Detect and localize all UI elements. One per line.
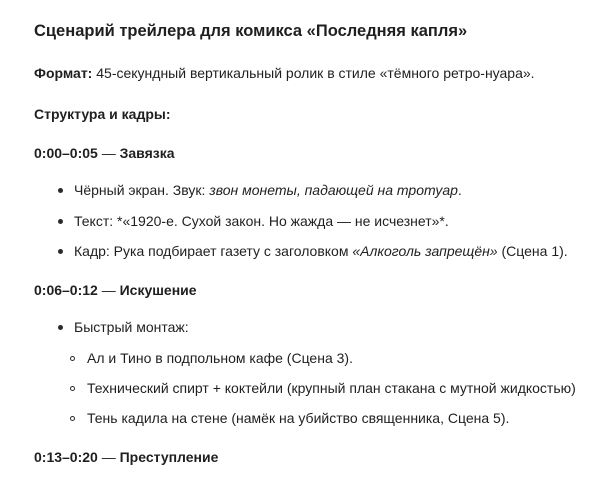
format-label: Формат:: [34, 65, 93, 81]
section-time: 0:13–0:20: [34, 449, 98, 465]
sub-bullet-icon: [70, 416, 75, 421]
list-item-text: Чёрный экран. Звук:: [74, 182, 210, 198]
sub-bullet-icon: [70, 386, 75, 391]
document-title: Сценарий трейлера для комикса «Последняя капля»: [34, 22, 468, 40]
section-heading: [34, 447, 218, 467]
list-item: [74, 317, 189, 337]
format-line: [34, 63, 535, 83]
list-item-text: Кадр: Рука подбирает газету с заголовком: [74, 243, 353, 259]
section-name: Завязка: [119, 145, 175, 161]
section-sep: —: [97, 449, 120, 465]
section-name: Искушение: [119, 282, 197, 298]
list-item-text-end: (Сцена 1).: [497, 243, 568, 259]
list-item-text: Быстрый монтаж:: [74, 319, 189, 335]
bullet-icon: [58, 325, 63, 330]
list-item-text: Текст: *«1920-е. Сухой закон. Но жажда — не исчезнет»*.: [74, 213, 449, 229]
sub-list-item: Тень кадила на стене (намёк на убийство священника, Сцена 5).: [87, 410, 510, 426]
section-time: 0:06–0:12: [34, 282, 98, 298]
sub-list-item: Технический спирт + коктейли (крупный план стакана с мутной жидкостью): [87, 380, 576, 396]
format-text: 45-секундный вертикальный ролик в стиле «тёмного ретро-нуара».: [92, 65, 535, 81]
section-name: Преступление: [119, 449, 219, 465]
section-sep: —: [97, 282, 120, 298]
sub-list-item: Ал и Тино в подпольном кафе (Сцена 3).: [87, 350, 353, 366]
list-item: [74, 180, 462, 200]
bullet-icon: [58, 249, 63, 254]
list-item-emphasis: «Алкоголь запрещён»: [352, 243, 498, 259]
list-item: [74, 241, 568, 261]
list-item-emphasis: звон монеты, падающей на тротуар: [209, 182, 458, 198]
section-heading: [34, 143, 175, 163]
section-time: 0:00–0:05: [34, 145, 98, 161]
section-heading: [34, 280, 197, 300]
section-sep: —: [97, 145, 120, 161]
bullet-icon: [58, 188, 63, 193]
structure-heading: Структура и кадры:: [34, 106, 171, 122]
sub-bullet-icon: [70, 356, 75, 361]
list-item-text-end: .: [457, 182, 462, 198]
list-item: [74, 211, 449, 231]
bullet-icon: [58, 219, 63, 224]
